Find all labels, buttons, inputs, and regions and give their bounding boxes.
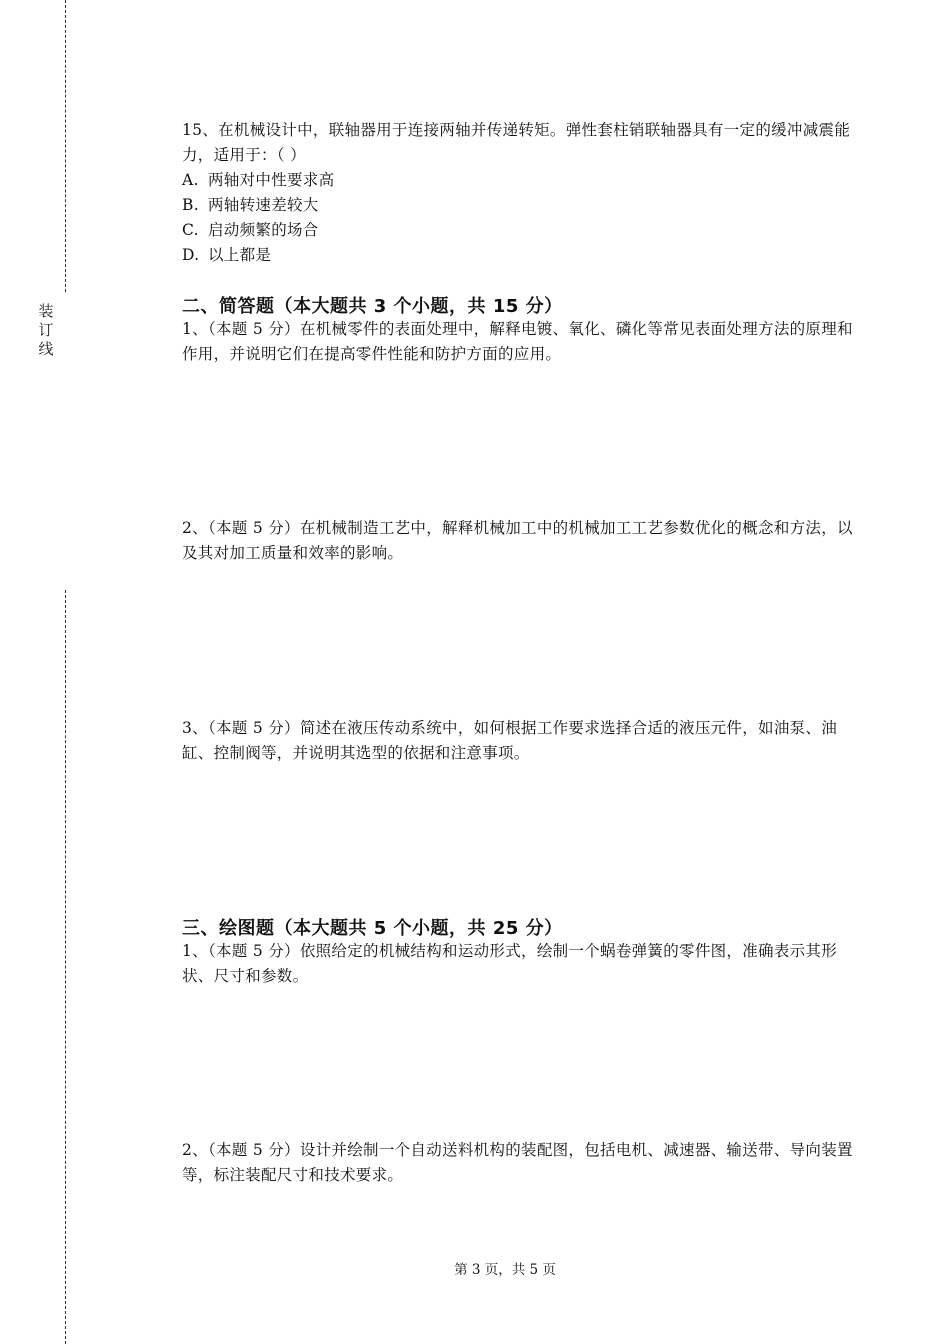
option-letter: C. xyxy=(182,221,199,239)
option-text: 两轴转速差较大 xyxy=(208,196,319,214)
section-title-short-answer: 二、简答题（本大题共 3 个小题，共 15 分） xyxy=(182,296,563,317)
mcq-question-15 xyxy=(182,118,854,268)
option-text: 以上都是 xyxy=(208,246,272,264)
binding-dashed-line-bottom xyxy=(65,590,66,1344)
mcq-option-a xyxy=(182,168,854,193)
binding-dashed-line-top xyxy=(65,0,66,292)
option-text: 两轴对中性要求高 xyxy=(208,171,335,189)
binding-char: 线 xyxy=(38,340,54,358)
mcq-options xyxy=(182,168,854,268)
mcq-option-c xyxy=(182,218,854,243)
drawing-question-2: 2、（本题 5 分）设计并绘制一个自动送料机构的装配图，包括电机、减速器、输送带、导向装置等，标注装配尺寸和技术要求。 xyxy=(182,1141,853,1184)
page-number: 第 3 页，共 5 页 xyxy=(454,1262,556,1278)
option-text: 启动频繁的场合 xyxy=(208,221,319,239)
short-answer-question-2: 2、（本题 5 分）在机械制造工艺中，解释机械加工中的机械加工工艺参数优化的概念和方法，以及其对加工质量和效率的影响。 xyxy=(182,519,853,562)
mcq-option-d xyxy=(182,243,854,268)
section-title-drawing: 三、绘图题（本大题共 5 个小题，共 25 分） xyxy=(182,918,563,939)
option-letter: B. xyxy=(182,196,199,214)
binding-label xyxy=(38,302,54,359)
drawing-question-1: 1、（本题 5 分）依照给定的机械结构和运动形式，绘制一个蜗卷弹簧的零件图，准确表示其形状、尺寸和参数。 xyxy=(182,942,838,985)
option-letter: A. xyxy=(182,171,199,189)
mcq-option-b xyxy=(182,193,854,218)
binding-char: 订 xyxy=(38,321,54,339)
short-answer-question-1: 1、（本题 5 分）在机械零件的表面处理中，解释电镀、氧化、磷化等常见表面处理方法的原理和作用，并说明它们在提高零件性能和防护方面的应用。 xyxy=(182,320,853,363)
mcq-stem: 15、在机械设计中，联轴器用于连接两轴并传递转矩。弹性套柱销联轴器具有一定的缓冲减震能力，适用于：（ ） xyxy=(182,121,851,164)
option-letter: D. xyxy=(182,246,200,264)
binding-char: 装 xyxy=(38,302,54,320)
short-answer-question-3: 3、（本题 5 分）简述在液压传动系统中，如何根据工作要求选择合适的液压元件，如油泵、油缸、控制阀等，并说明其选型的依据和注意事项。 xyxy=(182,719,838,762)
